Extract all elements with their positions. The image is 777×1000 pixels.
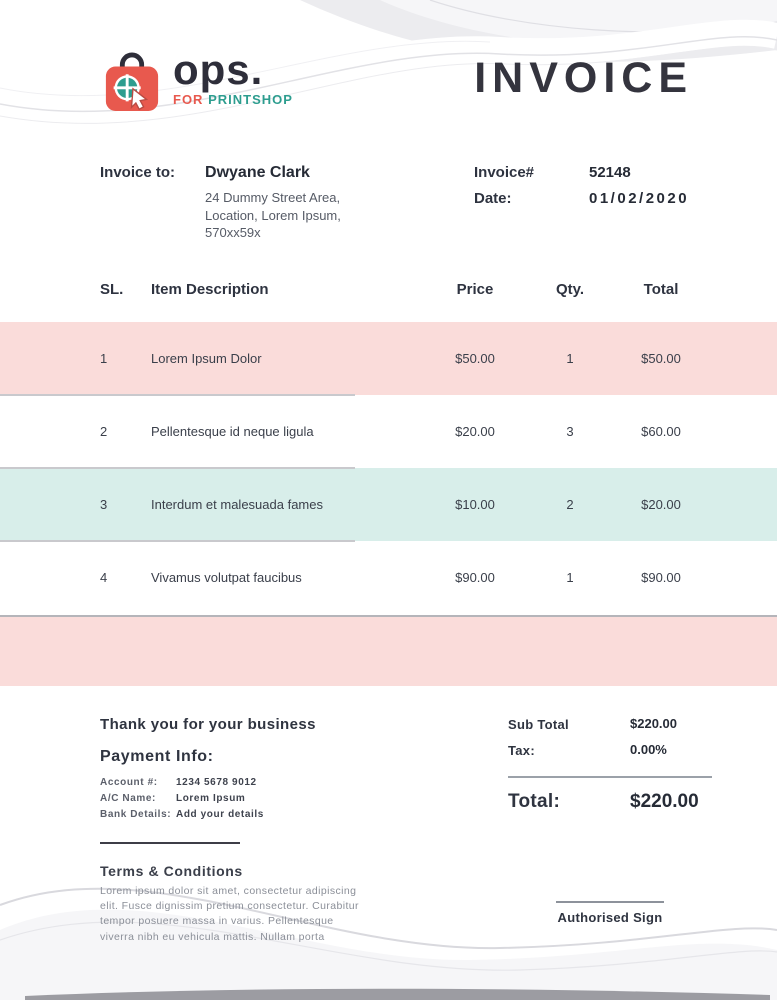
subtotal-label: Sub Total	[508, 717, 569, 732]
payment-value: 1234 5678 9012	[176, 777, 257, 788]
signature-label: Authorised Sign	[557, 910, 663, 925]
invoice-to-details	[205, 164, 341, 242]
header-total: Total	[643, 281, 679, 298]
row-total: $20.00	[641, 497, 681, 512]
invoice-number-label: Invoice#	[474, 164, 535, 181]
signature-block	[556, 901, 664, 925]
payment-label: Bank Details:	[100, 809, 172, 820]
row-sl: 2	[100, 424, 108, 439]
subtotal-row	[508, 716, 712, 742]
invoice-date-value: 01/02/2020	[589, 190, 690, 207]
items-table-header	[0, 281, 777, 298]
row-sl: 4	[100, 570, 108, 585]
brand-text	[173, 46, 293, 107]
brand-tagline	[173, 92, 293, 107]
row-description: Pellentesque id neque ligula	[151, 424, 314, 439]
payment-label: Account #:	[100, 777, 158, 788]
thank-you-note: Thank you for your business	[100, 716, 316, 733]
totals-block	[508, 716, 712, 819]
brand-tagline-printshop: PRINTSHOP	[208, 91, 293, 107]
header-sl: SL.	[100, 281, 124, 298]
invoice-number-value: 52148	[589, 164, 631, 181]
items-table-body	[0, 322, 777, 614]
payment-divider	[100, 842, 240, 844]
row-description: Lorem Ipsum Dolor	[151, 351, 262, 366]
tax-row	[508, 742, 712, 768]
tax-label: Tax:	[508, 743, 535, 758]
payment-row	[100, 777, 264, 788]
client-address-line: 570xx59x	[205, 225, 261, 241]
table-row	[0, 468, 777, 541]
row-sl: 1	[100, 351, 108, 366]
signature-line	[556, 901, 664, 903]
row-description: Interdum et malesuada fames	[151, 497, 323, 512]
terms-title: Terms & Conditions	[100, 863, 243, 879]
header-qty: Qty.	[555, 281, 585, 298]
row-sl: 3	[100, 497, 108, 512]
invoice-to-label: Invoice to:	[100, 164, 176, 181]
invoice-to-block	[100, 164, 341, 242]
payment-info-title: Payment Info:	[100, 748, 214, 765]
row-qty: 2	[566, 497, 574, 512]
subtotal-value: $220.00	[630, 716, 677, 731]
tax-value: 0.00%	[630, 742, 667, 757]
header-price: Price	[456, 281, 494, 298]
payment-info-rows	[100, 777, 264, 825]
row-total: $50.00	[641, 351, 681, 366]
row-price: $10.00	[455, 497, 495, 512]
totals-divider	[508, 776, 712, 778]
footer-accent-band	[0, 617, 777, 686]
payment-label: A/C Name:	[100, 793, 156, 804]
client-address-line: Location, Lorem Ipsum,	[205, 207, 341, 223]
row-price: $90.00	[455, 570, 495, 585]
client-name: Dwyane Clark	[205, 164, 310, 181]
row-qty: 1	[566, 570, 574, 585]
row-price: $20.00	[455, 424, 495, 439]
payment-value: Add your details	[176, 809, 264, 820]
row-qty: 1	[566, 351, 574, 366]
total-row	[508, 791, 712, 819]
row-qty: 3	[566, 424, 574, 439]
brand-logo	[103, 46, 293, 113]
row-total: $90.00	[641, 570, 681, 585]
payment-value: Lorem Ipsum	[176, 793, 246, 804]
brand-tagline-for: FOR	[173, 91, 204, 107]
payment-row	[100, 793, 264, 804]
invoice-title: INVOICE	[474, 54, 693, 102]
table-row	[0, 541, 777, 614]
invoice-meta-block	[474, 164, 689, 216]
row-price: $50.00	[455, 351, 495, 366]
header-description: Item Description	[151, 281, 269, 298]
payment-row	[100, 809, 264, 820]
table-row	[0, 322, 777, 395]
invoice-date-row	[474, 190, 689, 207]
client-address-line: 24 Dummy Street Area,	[205, 190, 341, 205]
invoice-date-label: Date:	[474, 190, 512, 207]
shopping-bag-target-cursor-icon	[103, 52, 161, 113]
brand-name: ops.	[173, 46, 264, 93]
invoice-number-row	[474, 164, 689, 181]
total-value: $220.00	[630, 791, 699, 812]
table-row	[0, 395, 777, 468]
row-total: $60.00	[641, 424, 681, 439]
total-label: Total:	[508, 791, 561, 812]
terms-body: Lorem ipsum dolor sit amet, consectetur adipiscing elit. Fusce dignissim pretium consectetur. Curabitur tempor posuere massa in varius. Pellentesque viverra nibh eu vehicula mattis. Nullam porta	[100, 885, 359, 943]
row-description: Vivamus volutpat faucibus	[151, 570, 302, 585]
